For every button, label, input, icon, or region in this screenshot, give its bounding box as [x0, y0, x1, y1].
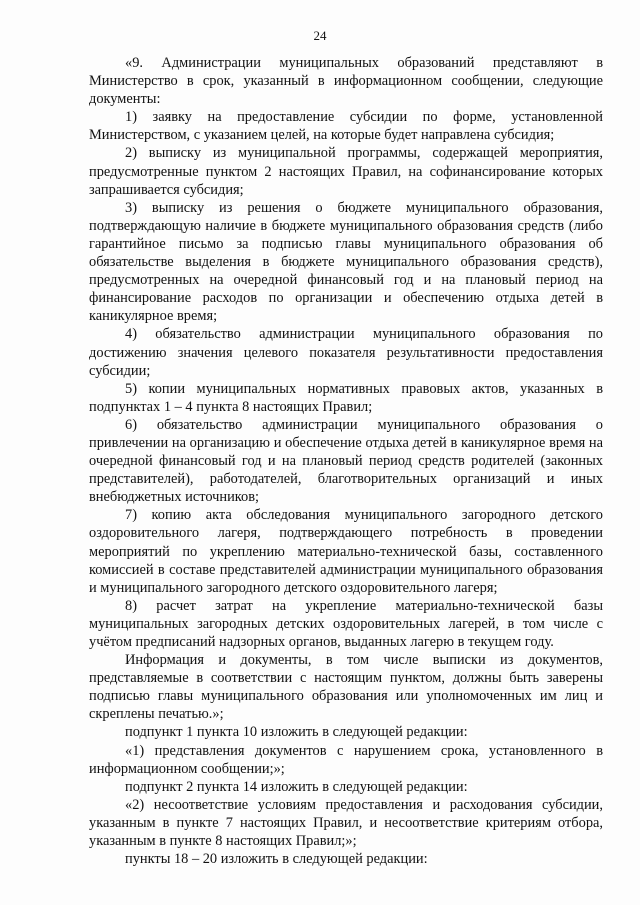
paragraph-amendment-14-text: «2) несоответствие условиям предоставления и расходования субсидии, указанным в пункте 7 настоящих Правил, и несоответствие критериям отбора, указанным в пункте 8 настоящих Правил;»;: [89, 796, 603, 850]
paragraph-amendment-10-text: «1) представления документов с нарушением срока, установленного в информационном сообщении;»;: [89, 742, 603, 777]
paragraph-item-6: 6) обязательство администрации муниципального образования о привлечении на организацию и обеспечение отдыха детей в каникулярное время на очередной финансовый год и на плановый период средств родителей (законных представителей), работодателей, благотворительных организаций и иных внебюджетных источников;: [89, 416, 603, 506]
paragraph-item-8: 8) расчет затрат на укрепление материально-технической базы муниципальных загородных детских оздоровительных лагерей, в том числе с учётом предписаний надзорных органов, выданных лагерю в текущем году.: [89, 597, 603, 650]
paragraph-amendment-14: подпункт 2 пункта 14 изложить в следующей редакции:: [125, 778, 468, 795]
paragraph-intro: «9. Администрации муниципальных образований представляют в Министерство в срок, указанный в информационном сообщении, следующие документы:: [89, 55, 603, 108]
paragraph-item-4: 4) обязательство администрации муниципального образования по достижению значения целевого показателя результативности предоставления субсидии;: [89, 326, 603, 379]
document-text: [89, 54, 603, 868]
paragraph-item-7: 7) копию акта обследования муниципального загородного детского оздоровительного лагеря, подтверждающего потребность в проведении мероприятий по укреплению материально-технической базы, составленного комиссией в составе представителей администрации муниципального образования и муниципального загородного детского оздоровительного лагеря;: [89, 507, 603, 596]
paragraph-item-5: 5) копии муниципальных нормативных правовых актов, указанных в подпунктах 1 – 4 пункта 8 настоящих Правил;: [89, 380, 603, 415]
paragraph-item-1: 1) заявку на предоставление субсидии по форме, установленной Министерством, с указанием целей, на которые будет направлена субсидия;: [89, 109, 603, 144]
paragraph-amendment-10: подпункт 1 пункта 10 изложить в следующей редакции:: [125, 724, 468, 741]
paragraph-certification: Информация и документы, в том числе выписки из документов, представляемые в соответствии с настоящим пунктом, должны быть заверены подписью главы муниципального образования или уполномоченных им лиц и скреплены печатью.»;: [89, 652, 603, 723]
page-number: 24: [313, 28, 327, 43]
paragraph-item-3: 3) выписку из решения о бюджете муниципального образования, подтверждающую наличие в бюджете муниципального образования средств (либо гарантийное письмо за подписью главы муниципального образования об обязательстве выделения в бюджете муниципального образования средств), предусмотренных на очередной финансовый год и на плановый период на финансирование расходов по организации и обеспечению отдыха детей в каникулярное время;: [89, 199, 603, 325]
paragraph-item-2: 2) выписку из муниципальной программы, содержащей мероприятия, предусмотренные пунктом 2 настоящих Правил, на софинансирование которых запрашивается субсидия;: [89, 145, 603, 198]
paragraph-amendment-18-20: пункты 18 – 20 изложить в следующей редакции:: [125, 851, 428, 868]
